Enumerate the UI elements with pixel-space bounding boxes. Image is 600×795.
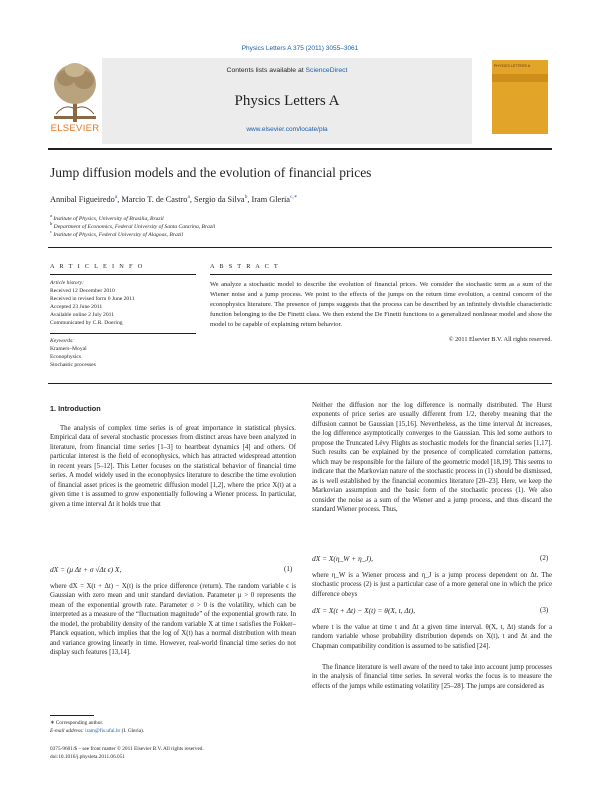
equation-1-number: (1) [284,565,293,573]
title-block-rule [48,247,552,248]
equation-2-number: (2) [540,554,549,562]
journal-reference[interactable]: Physics Letters A 375 (2011) 3055–3061 [241,45,359,52]
right-paragraph-1: Neither the diffusion nor the log difference is normally distributed. The Hurst exponents of price series are usually different from 1/2, thereby meaning that the diffusion cannot be Gaussian [15,16]. Nevertheless, as the time interval Δt increases, the log difference asymptotically converges to the Gaussian. This led some authors to propose the Truncated Lévy Flights as stochastic models for the financial series [1,17]. Such results can be explained by the presence of complicated correlation patterns, which may be responsible for the failure of the geometric model [18,19]. This seems to indicate that the Markovian nature of the stochastic process in (1) should be dismissed, as is well established by the financial economics literature [20–23]. Here, we keep the Markovian assumption and the basic form of the stochastic process (1). We also consider the noise as a sum of the Wiener and a jump process, and thus discard the standard Wiener process. Thus, [312,402,552,513]
left-paragraph-1: The analysis of complex time series is of great importance in statistical physics. Empirical data of several stochastic processes from distinct areas have been analyzed in literature, from financial time series [1–3] to heartbeat dynamics [4] and others. Of particular interest is the field of econophysics, which has attracted widespread attention in recent years [5–12]. This Letter focuses on the statistical behavior of financial time series. A model widely used in the econophysics literature to describe the time evolution of financial asset prices is the geometric diffusion model [1,2], where the price X(t) at a given time t is assumed to grow exponentially following a Wiener process. In particular, given a time interval Δt it holds true that [50,425,296,508]
article-title: Jump diffusion models and the evolution of financial prices [50,165,372,180]
doi-line[interactable]: doi:10.1016/j.physleta.2011.06.051 [50,754,125,760]
affiliation [50,229,183,238]
journal-cover-title: PHYSICS LETTERS A [494,64,531,68]
publisher-logo-text: ELSEVIER [50,123,100,134]
issn-line: 0375-9601/$ – see front matter © 2011 Elsevier B.V. All rights reserved. [50,746,204,752]
affiliation-text: Institute of Physics, University of Brasilia, Brazil [53,215,164,222]
author-affiliation-mark[interactable]: b [244,194,248,200]
journal-cover-thumbnail [492,60,548,134]
history-label: Article history: [50,280,85,286]
email-suffix: (I. Gleria). [121,728,145,734]
contents-line [102,67,472,74]
author-affiliation-mark[interactable]: a [114,194,118,200]
journal-url[interactable] [102,126,472,133]
header-rule [48,148,552,150]
equation-2: dX = X(η_W + η_J), [312,554,374,563]
contents-prefix: Contents lists available at [226,67,304,74]
email-note [50,728,144,734]
affiliation-mark: a [50,213,52,218]
keyword: Stochastic processes [50,362,96,368]
section-title: 1. Introduction [50,404,101,413]
journal-cover-band [492,74,548,82]
abstract-rule [210,274,552,275]
keywords-label: Keywords: [50,338,75,344]
equation-1: dX = (μ Δt + σ √Δt ϵ) X, [50,565,122,574]
sciencedirect-link[interactable]: ScienceDirect [305,67,348,74]
journal-url-suffix[interactable]: pla [318,126,328,133]
author-affiliation-mark[interactable]: a [187,194,190,200]
right-paragraph-4: The finance literature is well aware of the need to take into account jump processes in the analysis of financial time series. In several works the focus is to measure the effects of the jumps while estimating volatility [25–28]. The jumps are considered as [312,664,552,690]
history-line: Accepted 23 June 2011 [50,304,103,310]
keywords-rule [50,333,196,334]
email-label: E-mail address: [50,728,84,734]
right-paragraph-2: where η_W is a Wiener process and η_J is a jump process dependent on Δt. The stochastic process (2) is just a particular case of a more general one in which the price difference obeys [312,572,552,598]
abstract-copyright: © 2011 Elsevier B.V. All rights reserved. [448,336,552,343]
abstract-bottom-rule [48,383,552,384]
affiliation-mark: b [50,221,53,226]
author-list: Annibal Figueiredo$^a$, Marcio T. de Castro$^a$, Sergio da Silva$^b$, Iram Gleria$^{c,∗}$ [50,194,298,204]
history-line: Received 12 December 2010 [50,288,115,294]
affiliation-text: Institute of Physics, Federal University of Alagoas, Brazil [53,231,184,238]
equation-3: dX = X(t + Δt) − X(t) = θ(X, t, Δt), [312,606,416,615]
article-info-rule [50,274,196,275]
author-name: Iram Gleria [251,194,290,204]
history-line: Received in revised form 6 June 2011 [50,296,135,302]
corresponding-author-note: ∗ Corresponding author. [50,720,104,726]
journal-url-prefix[interactable]: www.elsevier.com/locate/ [246,126,319,133]
history-line: Communicated by C.R. Doering [50,320,123,326]
abstract-text: We analyze a stochastic model to describe the evolution of financial prices. We consider the stochastic term as a sum of the Wiener noise and a jump process. We point to the effects of the jumps on the return time evolution, a central concern of the econophysics literature. The presence of jumps suggests that the process can be described by an infinitely divisible characteristic function belonging to the De Finetti class. We then extend the De Finetti functions to a generalized nonlinear model and show the model to be capable of explaining return behavior. [210,281,552,328]
history-line: Available online 2 July 2011 [50,312,115,318]
equation-3-number: (3) [540,606,549,614]
right-paragraph-3: where t is the value at time t and Δt a given time interval. θ(X, t, Δt) stands for a random variable whose probability distribution depends on X(t), t and Δt and the Chapman compatibility condition is assumed to be satisfied [24]. [312,624,552,650]
journal-name: Physics Letters A [234,93,340,109]
article-info-heading: A R T I C L E I N F O [50,263,145,270]
abstract-heading: A B S T R A C T [210,263,280,270]
keyword: Kramers–Moyal [50,346,87,352]
affiliation-mark: c [50,229,52,234]
footnote-rule [50,715,94,716]
author-affiliation-mark[interactable]: c,∗ [289,194,298,200]
keyword: Econophysics [50,354,82,360]
email-link[interactable]: iram@fis.ufal.br [85,728,121,734]
affiliation-text: Department of Economics, Federal University of Santa Catarina, Brazil [53,223,216,230]
author-name: Sergio da Silva [194,194,245,204]
author-name: Annibal Figueiredo [50,194,115,204]
left-paragraph-2: where dX = X(t + Δt) − X(t) is the price difference (return). The random variable ϵ is Gaussian with zero mean and unit standard deviation. Parameter μ > 0 represents the mean of the exponential growth rate. Parameter σ > 0 is the volatility, which can be interpreted as a measure of the “fluctuation magnitude” of the exponential growth rate. In the model, the probability density of the random variable X at time t satisfies the Fokker–Planck equation, which implies that the log of X(t) has a normal distribution with mean and variance growing linearly in time. However, real-world financial time series do not display such features [13,14]. [50,583,296,657]
author-name: Marcio T. de Castro [121,194,188,204]
